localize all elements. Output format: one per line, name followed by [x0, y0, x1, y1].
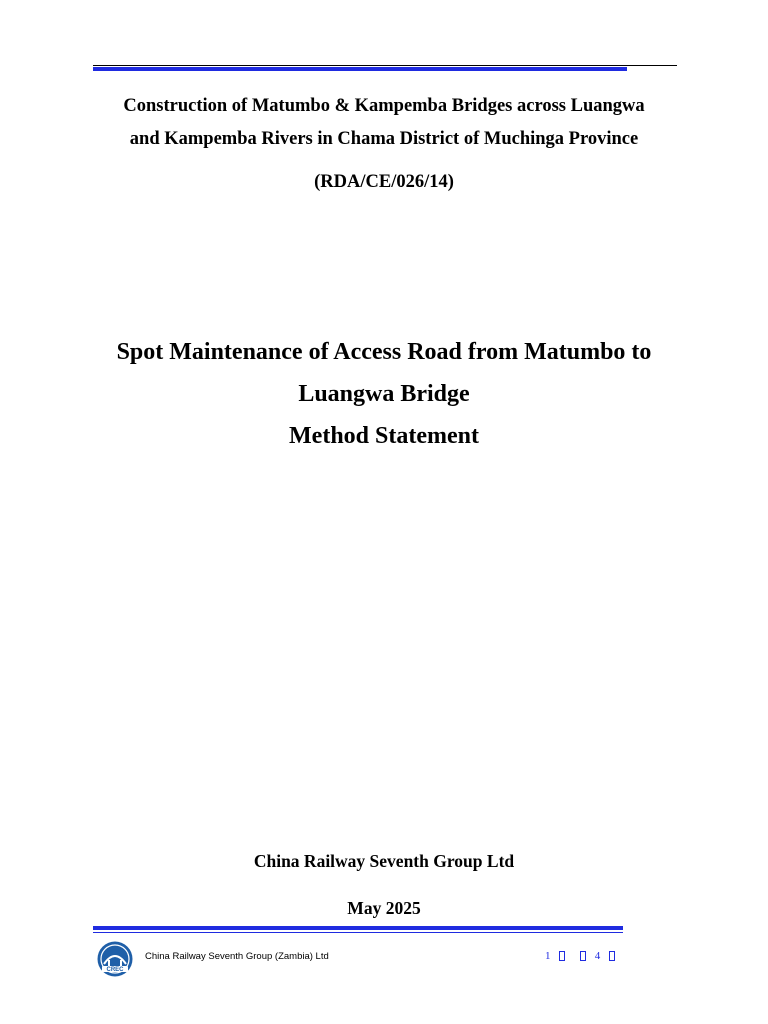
- document-subtitle: Method Statement: [289, 423, 479, 449]
- footer-rule-thin: [93, 932, 623, 933]
- document-title-line-1: Spot Maintenance of Access Road from Matumbo to: [116, 339, 652, 365]
- issuer-company: China Railway Seventh Group Ltd: [253, 851, 515, 871]
- page-current: 1: [545, 950, 551, 962]
- issue-date: May 2025: [347, 898, 421, 918]
- logo-lettering: CREC: [106, 967, 124, 973]
- project-reference: (RDA/CE/026/14): [314, 172, 454, 192]
- project-title-line-1: Construction of Matumbo & Kampemba Bridges across Luangwa: [123, 96, 645, 116]
- footer-company: China Railway Seventh Group (Zambia) Ltd: [145, 951, 329, 962]
- glyph-placeholder-icon: [609, 951, 615, 961]
- document-title-line-2: Luangwa Bridge: [298, 381, 470, 407]
- crec-logo-icon: [95, 940, 135, 978]
- document-title: [60, 331, 708, 415]
- project-title-line-2: and Kampemba Rivers in Chama District of Muchinga Province: [129, 129, 639, 149]
- page-total: 4: [594, 950, 601, 962]
- header-rule-blue: [93, 67, 627, 71]
- project-title: [80, 90, 688, 156]
- glyph-placeholder-icon: [559, 951, 565, 961]
- footer-rule-blue: [93, 926, 623, 930]
- page-indicator: [545, 948, 621, 964]
- glyph-placeholder-icon: [580, 951, 586, 961]
- header-rule-thin: [93, 65, 677, 66]
